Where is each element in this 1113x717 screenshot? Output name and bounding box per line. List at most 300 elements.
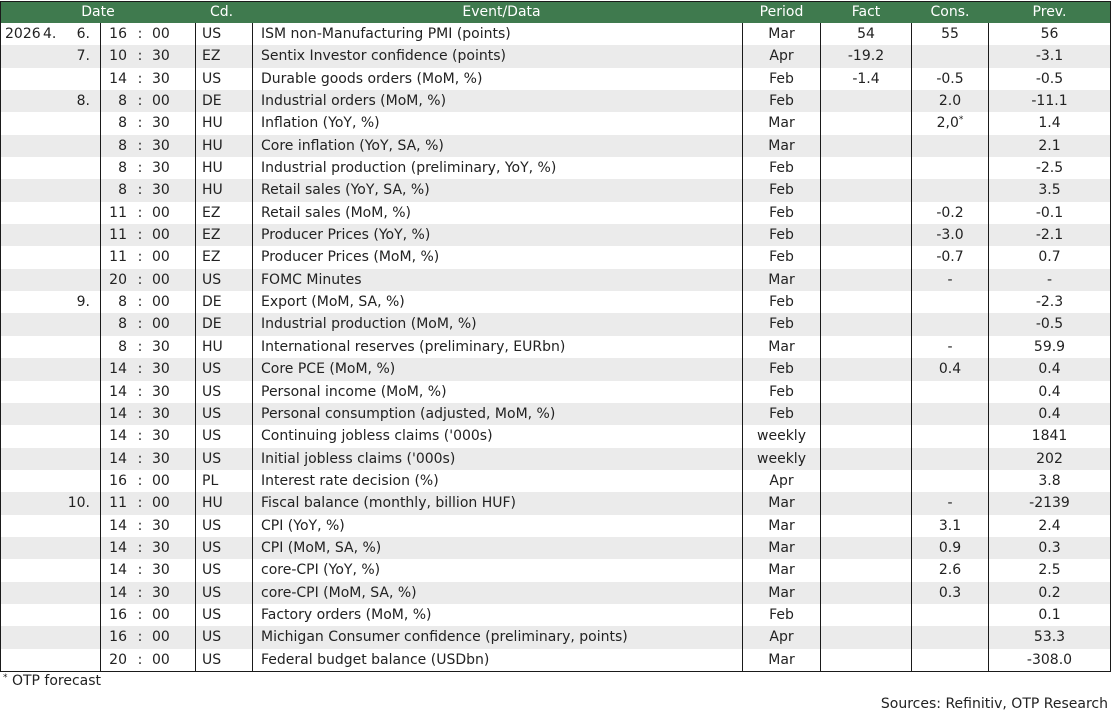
time-minute: 30 [152,584,170,601]
cell-event: Durable goods orders (MoM, %) [252,68,742,90]
time-minute: 30 [152,137,170,154]
cell-consensus [911,269,988,291]
cell-time [100,582,195,604]
cell-year: 2026 [5,26,41,42]
cell-month [43,448,63,470]
cell-country-code: HU [195,135,252,157]
cell-previous: 202 [988,448,1110,470]
cell-country-code: US [195,425,252,447]
cell-day [63,202,100,224]
table-row [1,358,1110,380]
cell-month [43,179,63,201]
time-hour: 8 [118,294,127,311]
cell-day: 7. [76,48,90,65]
consensus-value: 0.4 [938,361,962,378]
cell-day [63,559,100,581]
time-hour: 14 [109,70,127,87]
table-row [1,157,1110,179]
cell-event: Retail sales (MoM, %) [252,202,742,224]
time-minute: 30 [152,361,170,378]
cell-fact [820,403,911,425]
cell-time [100,291,195,313]
cell-consensus [911,559,988,581]
cell-time [100,157,195,179]
cell-event: Producer Prices (YoY, %) [252,224,742,246]
cell-fact [820,269,911,291]
cell-previous: 56 [988,23,1110,45]
cell-day [63,358,100,380]
cell-month [43,559,63,581]
cell-country-code: US [195,559,252,581]
cell-year [1,68,43,90]
cell-day [63,336,100,358]
cell-year [1,559,43,581]
footnote [3,673,101,689]
cell-country-code: US [195,358,252,380]
cell-period: Feb [742,90,820,112]
table-row [1,23,1110,45]
cell-year [1,470,43,492]
cell-period: Apr [742,45,820,67]
consensus-value: - [947,271,953,288]
cell-period: Apr [742,626,820,648]
cell-time [100,515,195,537]
cell-consensus [911,515,988,537]
table-row [1,336,1110,358]
time-separator: : [137,294,143,311]
time-separator: : [137,606,143,623]
cell-event: Personal income (MoM, %) [252,381,742,403]
cell-year [1,112,43,134]
time-hour: 8 [118,137,127,154]
cell-time [100,112,195,134]
cell-month [43,246,63,268]
cell-country-code: US [195,582,252,604]
cell-day: 6. [76,26,90,42]
time-separator: : [137,204,143,221]
cell-fact [820,179,911,201]
header-prev: Prev. [1032,4,1067,20]
cell-fact [820,448,911,470]
cell-time [100,336,195,358]
cell-previous: 0.4 [988,381,1110,403]
cell-event: Continuing jobless claims ('000s) [252,425,742,447]
cell-country-code: US [195,448,252,470]
time-hour: 11 [109,204,127,221]
consensus-value: -0.2 [936,204,964,221]
time-hour: 8 [118,316,127,333]
consensus-value: 2.0 [938,93,962,110]
cell-year [1,604,43,626]
header-event: Event/Data [462,4,541,20]
table-row [1,403,1110,425]
cell-time [100,68,195,90]
cell-previous: 2.5 [988,559,1110,581]
cell-consensus [911,313,988,335]
cell-month [43,313,63,335]
cell-consensus [911,604,988,626]
cell-month [43,470,63,492]
time-separator: : [137,517,143,534]
cell-month [43,425,63,447]
cell-event: CPI (YoY, %) [252,515,742,537]
cell-year [1,582,43,604]
cell-year [1,626,43,648]
cell-country-code: DE [195,291,252,313]
table-row [1,202,1110,224]
cell-event: Federal budget balance (USDbn) [252,649,742,671]
cell-month [43,112,63,134]
time-minute: 30 [152,48,170,65]
cell-previous: 59.9 [988,336,1110,358]
cell-event: Industrial orders (MoM, %) [252,90,742,112]
cell-year [1,403,43,425]
cell-consensus [911,403,988,425]
cell-country-code: US [195,381,252,403]
cell-country-code: US [195,68,252,90]
cell-event: Core PCE (MoM, %) [252,358,742,380]
cell-event: FOMC Minutes [252,269,742,291]
time-hour: 14 [109,539,127,556]
time-minute: 00 [152,26,170,42]
cell-month [43,358,63,380]
time-hour: 14 [109,562,127,579]
time-separator: : [137,338,143,355]
cell-day [63,403,100,425]
cell-fact [820,246,911,268]
cell-time [100,626,195,648]
cell-fact [820,90,911,112]
cell-year [1,269,43,291]
time-minute: 00 [152,271,170,288]
time-hour: 20 [109,651,127,668]
time-hour: 20 [109,271,127,288]
time-hour: 10 [109,48,127,65]
cell-country-code: US [195,537,252,559]
time-minute: 00 [152,629,170,646]
table-row [1,45,1110,67]
cell-fact [820,291,911,313]
cell-previous: 0.3 [988,537,1110,559]
time-separator: : [137,160,143,177]
cell-year [1,45,43,67]
cell-previous: 0.2 [988,582,1110,604]
cell-time [100,492,195,514]
time-separator: : [137,405,143,422]
time-hour: 11 [109,495,127,512]
cell-fact [820,224,911,246]
cell-fact [820,537,911,559]
cell-month [43,626,63,648]
cell-period: Feb [742,157,820,179]
cell-time [100,269,195,291]
time-hour: 14 [109,361,127,378]
cell-month [43,537,63,559]
consensus-value: 0.3 [938,584,962,601]
time-minute: 30 [152,428,170,445]
cell-period: Mar [742,649,820,671]
cell-period: Mar [742,537,820,559]
time-separator: : [137,562,143,579]
cell-consensus [911,336,988,358]
time-hour: 8 [118,182,127,199]
cell-event: Industrial production (MoM, %) [252,313,742,335]
cell-period: Mar [742,112,820,134]
cell-fact [820,559,911,581]
cell-month [43,135,63,157]
cell-previous: 0.7 [988,246,1110,268]
time-minute: 00 [152,495,170,512]
cell-month [43,291,63,313]
time-hour: 8 [118,93,127,110]
cell-country-code: HU [195,179,252,201]
table-row [1,470,1110,492]
cell-fact [820,492,911,514]
time-hour: 16 [109,606,127,623]
header-date: Date [81,4,115,20]
cell-day [63,246,100,268]
cell-period: Feb [742,604,820,626]
cell-month [43,336,63,358]
cell-year [1,202,43,224]
header-period: Period [759,4,804,20]
table-row [1,313,1110,335]
cell-day [63,515,100,537]
cell-consensus [911,470,988,492]
cell-fact [820,112,911,134]
time-minute: 30 [152,405,170,422]
cell-country-code: US [195,403,252,425]
table-row [1,626,1110,648]
cell-day: 9. [76,294,90,311]
cell-time [100,358,195,380]
table-row [1,112,1110,134]
cell-event: Inflation (YoY, %) [252,112,742,134]
cell-consensus [911,68,988,90]
cell-month [43,45,63,67]
cell-fact [820,649,911,671]
cell-year [1,649,43,671]
time-separator: : [137,227,143,244]
cell-year [1,425,43,447]
cell-month [43,515,63,537]
table-row [1,90,1110,112]
time-minute: 00 [152,651,170,668]
cell-event: core-CPI (MoM, SA, %) [252,582,742,604]
cell-country-code: US [195,626,252,648]
cell-period: Mar [742,515,820,537]
cell-fact [820,626,911,648]
cell-period: Mar [742,492,820,514]
consensus-value: -0.7 [936,249,964,266]
cell-month [43,68,63,90]
table-row [1,492,1110,514]
time-hour: 14 [109,450,127,467]
cell-month [43,604,63,626]
cell-consensus [911,90,988,112]
table-row [1,604,1110,626]
cell-year [1,157,43,179]
cell-previous: 2.4 [988,515,1110,537]
cell-day [63,582,100,604]
consensus-value: - [947,338,953,355]
cell-event: Michigan Consumer confidence (preliminary, points) [252,626,742,648]
cell-year [1,224,43,246]
time-minute: 30 [152,70,170,87]
time-hour: 14 [109,405,127,422]
cell-period: Mar [742,582,820,604]
consensus-value: -3.0 [936,227,964,244]
time-separator: : [137,539,143,556]
cell-previous: 3.5 [988,179,1110,201]
time-minute: 00 [152,249,170,266]
time-separator: : [137,428,143,445]
header-cons: Cons. [930,4,970,20]
cell-day [63,179,100,201]
time-minute: 30 [152,160,170,177]
consensus-value: 55 [941,26,959,42]
time-hour: 14 [109,584,127,601]
cell-period: Feb [742,246,820,268]
cell-event: Industrial production (preliminary, YoY, %) [252,157,742,179]
time-separator: : [137,495,143,512]
cell-previous: -2.1 [988,224,1110,246]
cell-month [43,582,63,604]
cell-time [100,135,195,157]
consensus-value: - [947,495,953,512]
table-row [1,381,1110,403]
cell-day [63,537,100,559]
table-row [1,179,1110,201]
table-row [1,68,1110,90]
consensus-value: -0.5 [936,70,964,87]
cell-period: weekly [742,448,820,470]
cell-fact [820,470,911,492]
cell-fact [820,515,911,537]
time-minute: 00 [152,316,170,333]
cell-period: Feb [742,68,820,90]
time-hour: 11 [109,249,127,266]
cell-fact [820,336,911,358]
cell-month [43,492,63,514]
table-row [1,291,1110,313]
cell-fact [820,202,911,224]
time-separator: : [137,629,143,646]
cell-previous: -0.1 [988,202,1110,224]
cell-consensus [911,649,988,671]
cell-previous: -0.5 [988,68,1110,90]
cell-event: Producer Prices (MoM, %) [252,246,742,268]
cell-consensus [911,381,988,403]
cell-time [100,202,195,224]
time-minute: 30 [152,115,170,132]
cell-previous: 0.4 [988,358,1110,380]
time-minute: 00 [152,93,170,110]
forecast-mark: * [958,115,964,126]
cell-period: Mar [742,336,820,358]
cell-year [1,291,43,313]
cell-period: weekly [742,425,820,447]
table-row [1,559,1110,581]
footnote-text: OTP forecast [7,673,102,689]
consensus-value: 2.6 [938,562,962,579]
cell-consensus [911,582,988,604]
cell-country-code: HU [195,157,252,179]
cell-month [43,269,63,291]
cell-day [63,135,100,157]
cell-year [1,313,43,335]
cell-previous: -0.5 [988,313,1110,335]
cell-previous: - [988,269,1110,291]
cell-fact [820,381,911,403]
cell-day: 10. [67,495,90,512]
consensus-value: 2,0 [936,115,959,132]
cell-time [100,246,195,268]
cell-consensus [911,492,988,514]
time-hour: 16 [109,472,127,489]
time-separator: : [137,472,143,489]
cell-previous: -308.0 [988,649,1110,671]
cell-country-code: DE [195,313,252,335]
cell-previous: 2.1 [988,135,1110,157]
cell-period: Mar [742,23,820,45]
cell-consensus [911,202,988,224]
cell-event: Sentix Investor confidence (points) [252,45,742,67]
cell-month [43,649,63,671]
cell-time [100,179,195,201]
cell-event: Export (MoM, SA, %) [252,291,742,313]
cell-period: Feb [742,381,820,403]
cell-year [1,381,43,403]
time-minute: 30 [152,539,170,556]
cell-month: 4. [43,26,57,42]
cell-day [63,157,100,179]
cell-period: Feb [742,313,820,335]
cell-time [100,23,195,45]
table-row [1,246,1110,268]
table-row [1,269,1110,291]
cell-time [100,470,195,492]
time-hour: 8 [118,115,127,132]
cell-month [43,90,63,112]
cell-previous: 53.3 [988,626,1110,648]
cell-period: Feb [742,358,820,380]
cell-event: Retail sales (YoY, SA, %) [252,179,742,201]
cell-previous: -2139 [988,492,1110,514]
cell-fact: -19.2 [820,45,911,67]
cell-country-code: US [195,649,252,671]
table-row [1,135,1110,157]
cell-period: Mar [742,269,820,291]
cell-consensus [911,358,988,380]
time-minute: 30 [152,182,170,199]
header-cd: Cd. [210,4,234,20]
cell-year [1,90,43,112]
cell-time [100,537,195,559]
cell-day [63,425,100,447]
time-separator: : [137,651,143,668]
cell-fact [820,604,911,626]
cell-time [100,425,195,447]
cell-time [100,381,195,403]
cell-day [63,68,100,90]
table-row [1,515,1110,537]
cell-period: Apr [742,470,820,492]
time-hour: 16 [109,629,127,646]
cell-month [43,224,63,246]
cell-year [1,448,43,470]
cell-day [63,626,100,648]
